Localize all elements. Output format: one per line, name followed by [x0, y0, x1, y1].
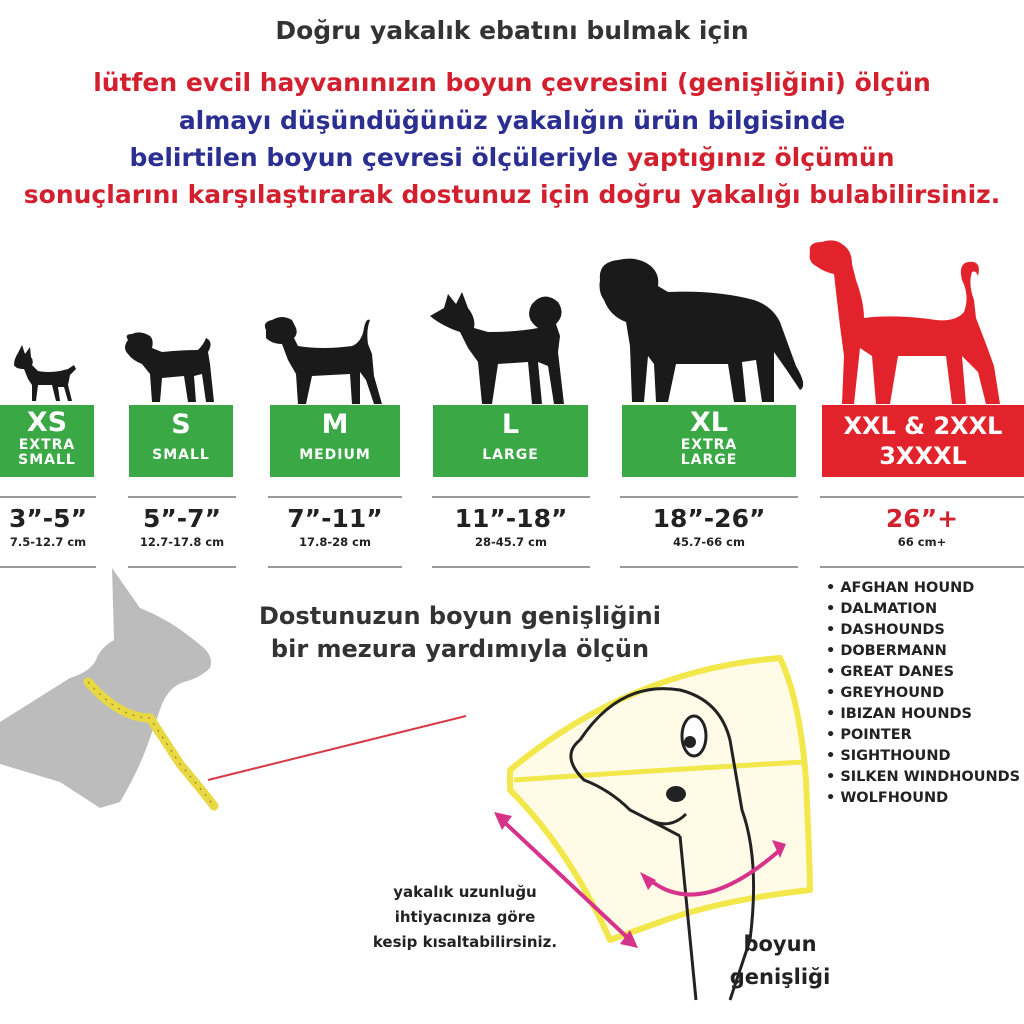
range-xs [0, 504, 96, 550]
note-line-3: kesip kısaltabilirsiniz. [372, 933, 558, 951]
list-item: • DALMATION [826, 601, 938, 617]
size-name-line-1: EXTRA [680, 437, 738, 453]
afghan-hound-silhouette-icon [806, 236, 1012, 406]
size-name-line-1: LARGE [482, 447, 539, 463]
husky-silhouette-icon [428, 288, 566, 406]
size-code: S [171, 409, 191, 440]
instruction-line-3-red: yaptığınız ölçümün [618, 143, 895, 172]
range-xl [620, 504, 798, 550]
divider [620, 566, 798, 568]
measure-line-1: Dostunuzun boyun genişliğini [259, 602, 661, 630]
divider [820, 496, 1024, 498]
page-title: Doğru yakalık ebatını bulmak için [275, 16, 749, 45]
range-l [432, 504, 590, 550]
instruction-line-3-blue: belirtilen boyun çevresi ölçüleriyle [129, 143, 619, 172]
range-inches: 18”-26” [652, 504, 766, 533]
divider [268, 566, 402, 568]
divider [128, 496, 236, 498]
list-item: • DASHOUNDS [826, 622, 945, 638]
divider [432, 566, 590, 568]
range-inches: 7”-11” [287, 504, 383, 533]
st-bernard-silhouette-icon [596, 256, 808, 406]
size-box-xxl [822, 405, 1024, 477]
measure-line-2: bir mezura yardımıyla ölçün [270, 635, 650, 663]
range-cm: 66 cm+ [897, 535, 947, 549]
cut-note [330, 880, 600, 955]
divider [820, 566, 1024, 568]
divider [432, 496, 590, 498]
list-item: • WOLFHOUND [826, 790, 949, 806]
pug-silhouette-icon [122, 330, 214, 405]
instruction-line-4: sonuçlarını karşılaştırarak dostunuz için doğru yakalığı bulabilirsiniz. [23, 180, 1001, 209]
neck-line-2: genişliği [729, 965, 831, 989]
neck-width-label [700, 928, 860, 994]
size-name-line-1: SMALL [152, 447, 210, 463]
size-code: XS [26, 407, 68, 438]
instruction-line-3 [0, 143, 1024, 172]
divider [620, 496, 798, 498]
range-cm: 7.5-12.7 cm [9, 535, 87, 549]
instruction-line-1: lütfen evcil hayvanınızın boyun çevresini (genişliğini) ölçün [93, 68, 931, 97]
range-inches: 3”-5” [8, 504, 88, 533]
size-name-line-1: MEDIUM [299, 447, 371, 463]
pointer-line [200, 708, 470, 788]
list-item: • DOBERMANN [826, 643, 947, 659]
range-cm: 28-45.7 cm [475, 535, 547, 549]
list-item: • POINTER [826, 727, 912, 743]
chihuahua-silhouette-icon [8, 345, 80, 405]
beagle-silhouette-icon [262, 314, 384, 406]
size-box-m [270, 405, 400, 477]
range-inches: 26”+ [885, 504, 959, 533]
range-xxl [820, 504, 1024, 550]
divider [0, 496, 96, 498]
list-item: • AFGHAN HOUND [826, 580, 975, 596]
size-code: L [501, 409, 520, 440]
divider [268, 496, 402, 498]
list-item: • SILKEN WINDHOUNDS [826, 769, 1021, 785]
size-name-line-2: LARGE [680, 452, 738, 468]
range-inches: 11”-18” [454, 504, 568, 533]
size-code: M [321, 409, 349, 440]
instruction-line-2: almayı düşündüğünüz yakalığın ürün bilgisinde [178, 106, 846, 135]
size-name-line-2: SMALL [18, 452, 76, 468]
range-inches: 5”-7” [142, 504, 222, 533]
size-box-xs [0, 405, 94, 477]
size-code: XL [689, 407, 729, 438]
range-m [268, 504, 402, 550]
range-cm: 45.7-66 cm [673, 535, 745, 549]
range-s [128, 504, 236, 550]
size-box-xl [622, 405, 796, 477]
range-cm: 17.8-28 cm [299, 535, 371, 549]
size-box-l [433, 405, 588, 477]
range-cm: 12.7-17.8 cm [139, 535, 225, 549]
size-code: XXL & 2XXL [843, 412, 1003, 440]
size-name-line-1: EXTRA [18, 437, 76, 453]
size-name-line-1: 3XXXL [879, 442, 967, 470]
breed-list [826, 578, 1020, 809]
size-box-s [129, 405, 233, 477]
list-item: • SIGHTHOUND [826, 748, 951, 764]
note-line-2: ihtiyacınıza göre [394, 908, 536, 926]
note-line-1: yakalık uzunluğu [393, 883, 537, 901]
neck-line-1: boyun [743, 932, 817, 956]
list-item: • IBIZAN HOUNDS [826, 706, 972, 722]
list-item: • GREYHOUND [826, 685, 945, 701]
list-item: • GREAT DANES [826, 664, 955, 680]
